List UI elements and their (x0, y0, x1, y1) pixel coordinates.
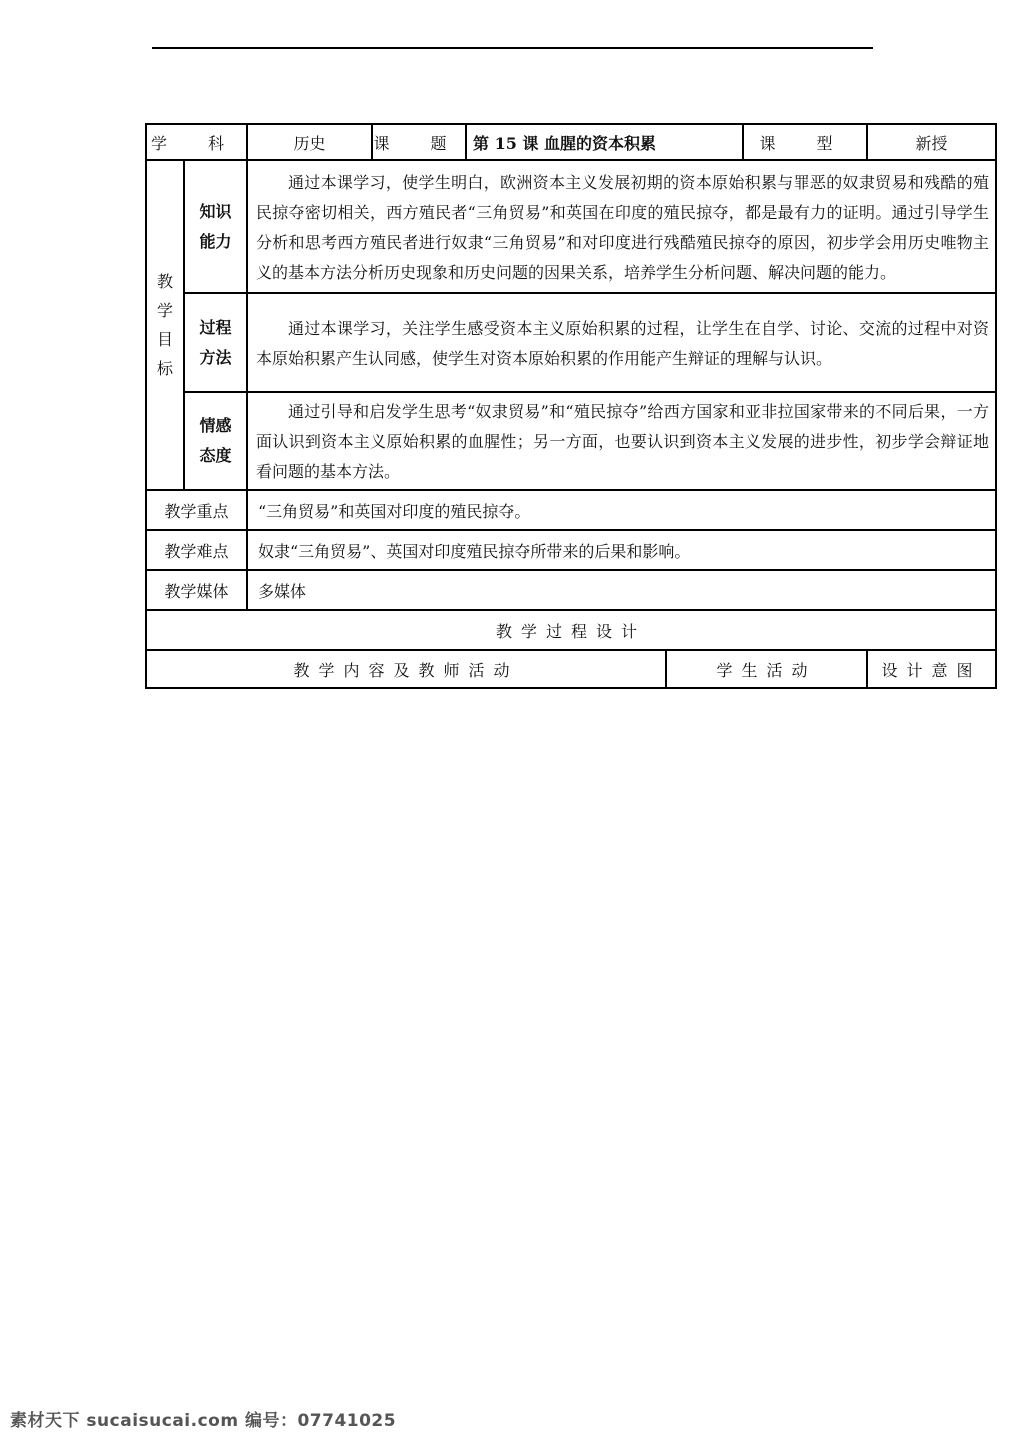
column-design-intent: 设计意图 (867, 650, 996, 688)
knowledge-label-line: 能力 (199, 231, 232, 251)
process-label-line: 过程 (199, 317, 232, 337)
objectives-label-char: 教 (156, 272, 173, 291)
process-design-title: 教学过程设计 (146, 610, 996, 650)
process-label (184, 293, 247, 392)
objective-knowledge-row (146, 160, 996, 293)
objective-emotion-row (146, 392, 996, 490)
process-label-line: 方法 (199, 347, 232, 367)
objectives-label-char: 标 (156, 359, 173, 378)
objective-process-row (146, 293, 996, 392)
media-label: 教学媒体 (146, 570, 247, 610)
lesson-plan-table (145, 123, 997, 689)
media-row (146, 570, 996, 610)
type-value: 新授 (867, 124, 996, 160)
process-design-title-row (146, 610, 996, 650)
header-rule (152, 47, 873, 49)
header-row (146, 124, 996, 160)
knowledge-label (184, 160, 247, 293)
difficulty-text: 奴隶“三角贸易”、英国对印度殖民掠夺所带来的后果和影响。 (247, 530, 996, 570)
key-point-text: “三角贸易”和英国对印度的殖民掠夺。 (247, 490, 996, 530)
topic-value: 第 15 课 血腥的资本积累 (466, 124, 743, 160)
difficulty-label: 教学难点 (146, 530, 247, 570)
emotion-text: 通过引导和启发学生思考“奴隶贸易”和“殖民掠夺”给西方国家和亚非拉国家带来的不同后果，一方面认识到资本主义原始积累的血腥性；另一方面，也要认识到资本主义发展的进步性，初步学会辩证地看问题的基本方法。 (247, 392, 996, 490)
emotion-label-line: 情感 (199, 416, 232, 435)
subject-value: 历史 (247, 124, 372, 160)
column-student-activity: 学生活动 (666, 650, 867, 688)
column-teacher-content: 教学内容及教师活动 (146, 650, 666, 688)
difficulty-row (146, 530, 996, 570)
objectives-label (146, 160, 184, 490)
type-label: 课 型 (743, 124, 867, 160)
process-text: 通过本课学习，关注学生感受资本主义原始积累的过程，让学生在自学、讨论、交流的过程中对资本原始积累产生认同感，使学生对资本原始积累的作用能产生辩证的理解与认识。 (247, 293, 996, 392)
objectives-label-char: 学 (156, 301, 173, 320)
key-point-label: 教学重点 (146, 490, 247, 530)
media-text: 多媒体 (247, 570, 996, 610)
watermark-text: 素材天下 sucaisucai.com 编号：07741025 (10, 1411, 397, 1431)
key-point-row (146, 490, 996, 530)
subject-label: 学 科 (146, 124, 247, 160)
process-design-header-row (146, 650, 996, 688)
topic-label: 课 题 (372, 124, 466, 160)
knowledge-text: 通过本课学习，使学生明白，欧洲资本主义发展初期的资本原始积累与罪恶的奴隶贸易和残酷的殖民掠夺密切相关，西方殖民者“三角贸易”和英国在印度的殖民掠夺，都是最有力的证明。通过引导学生分析和思考西方殖民者进行奴隶“三角贸易”和对印度进行残酷殖民掠夺的原因，初步学会用历史唯物主义的基本方法分析历史现象和历史问题的因果关系，培养学生分析问题、解决问题的能力。 (247, 160, 996, 293)
emotion-label-line: 态度 (199, 446, 232, 465)
knowledge-label-line: 知识 (199, 201, 232, 221)
emotion-label (184, 392, 247, 490)
objectives-label-char: 目 (156, 330, 173, 349)
